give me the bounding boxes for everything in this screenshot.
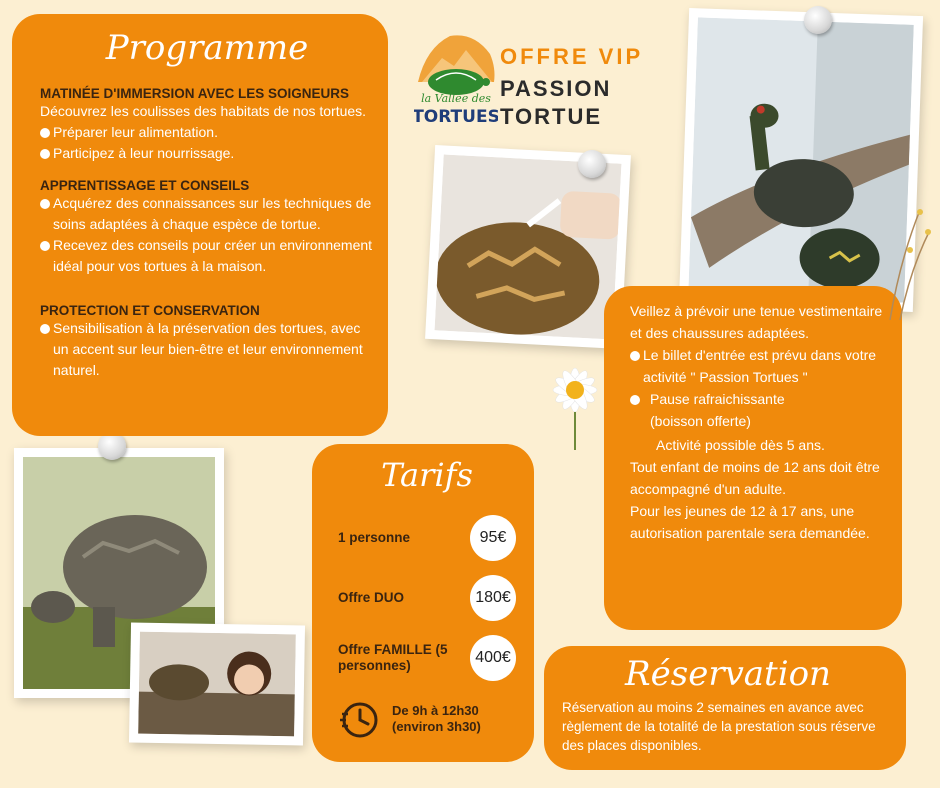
section-intro: Découvrez les coulisses des habitats de nos tortues. — [40, 103, 367, 119]
reservation-title: Réservation — [625, 654, 831, 694]
tarifs-title: Tarifs — [381, 456, 473, 494]
bullet-dot-icon — [40, 199, 50, 209]
list-item — [40, 122, 374, 143]
hours-row — [338, 698, 516, 740]
price-row — [338, 568, 516, 628]
section-heading: MATINÉE D'IMMERSION AVEC LES SOIGNEURS — [40, 86, 349, 101]
photo-child-with-tortoise — [129, 622, 305, 745]
list-item-text: Préparer leur alimentation. — [53, 124, 218, 140]
price-badge: 95€ — [470, 515, 516, 561]
pushpin-icon — [804, 6, 832, 34]
pushpin-icon — [98, 432, 126, 460]
teen-requirement: Pour les jeunes de 12 à 17 ans, une autorisation parentale sera demandée. — [630, 503, 870, 541]
child-requirement: Tout enfant de moins de 12 ans doit être accompagné d'un adulte. — [630, 459, 880, 497]
programme-card — [12, 14, 388, 436]
daisy-flower-icon — [540, 350, 610, 450]
list-item — [40, 193, 374, 235]
info-intro: Veillez à prévoir une tenue vestimentaire et des chaussures adaptées. — [630, 303, 883, 341]
photo-tortoise-care — [425, 145, 631, 349]
hours-text: De 9h à 12h30 (environ 3h30) — [392, 703, 481, 734]
info-card — [604, 286, 902, 630]
price-label: Offre FAMILLE (5 personnes) — [338, 642, 448, 673]
price-row — [338, 628, 516, 688]
list-item — [40, 235, 374, 277]
dried-flowers-icon — [880, 200, 936, 320]
list-item — [630, 388, 886, 432]
list-item-text: Recevez des conseils pour créer un environnement idéal pour vos tortues à la maison. — [53, 237, 373, 274]
section-heading: APPRENTISSAGE ET CONSEILS — [40, 178, 250, 193]
offer-passion-title: PASSION — [500, 76, 612, 101]
list-item — [630, 344, 886, 388]
list-item-text: Sensibilisation à la préservation des tortues, avec un accent sur leur bien-être et leur environnement naturel. — [53, 320, 363, 378]
pushpin-icon — [578, 150, 606, 178]
price-label: 1 personne — [338, 530, 411, 545]
bullet-dot-icon — [40, 149, 50, 159]
price-row — [338, 508, 516, 568]
list-item-text: Participez à leur nourrissage. — [53, 145, 235, 161]
tarifs-card — [312, 444, 534, 762]
vallee-des-tortues-logo — [414, 30, 498, 128]
reservation-card — [544, 646, 906, 770]
clock-icon — [338, 698, 380, 740]
bullet-dot-icon — [630, 395, 640, 405]
reservation-text: Réservation au moins 2 semaines en avance avec règlement de la totalité de la prestation sous réserve des places disponibles. — [562, 700, 876, 753]
list-item-text: Pause rafraichissante (boisson offerte) — [650, 391, 785, 429]
price-label: Offre DUO — [338, 590, 405, 605]
bullet-dot-icon — [40, 128, 50, 138]
mountain-logo-icon — [414, 30, 498, 128]
list-item — [40, 143, 374, 164]
logo-line-1: la Vallée des — [421, 92, 491, 105]
bullet-dot-icon — [630, 351, 640, 361]
age-requirement: Activité possible dès 5 ans. — [656, 437, 825, 453]
bullet-dot-icon — [40, 241, 50, 251]
list-item-text: Le billet d'entrée est prévu dans votre activité " Passion Tortues " — [643, 347, 877, 385]
offer-tortue-title: TORTUE — [500, 104, 603, 129]
bullet-dot-icon — [40, 324, 50, 334]
logo-line-2: TORTUES — [414, 107, 498, 127]
section-heading: PROTECTION ET CONSERVATION — [40, 303, 260, 318]
programme-title: Programme — [105, 28, 309, 68]
list-item — [40, 318, 374, 381]
price-badge: 400€ — [470, 635, 516, 681]
list-item-text: Acquérez des connaissances sur les techniques de soins adaptées à chaque espèce de tortue. — [53, 195, 372, 232]
offer-vip-title: OFFRE VIP — [500, 44, 644, 69]
price-badge: 180€ — [470, 575, 516, 621]
